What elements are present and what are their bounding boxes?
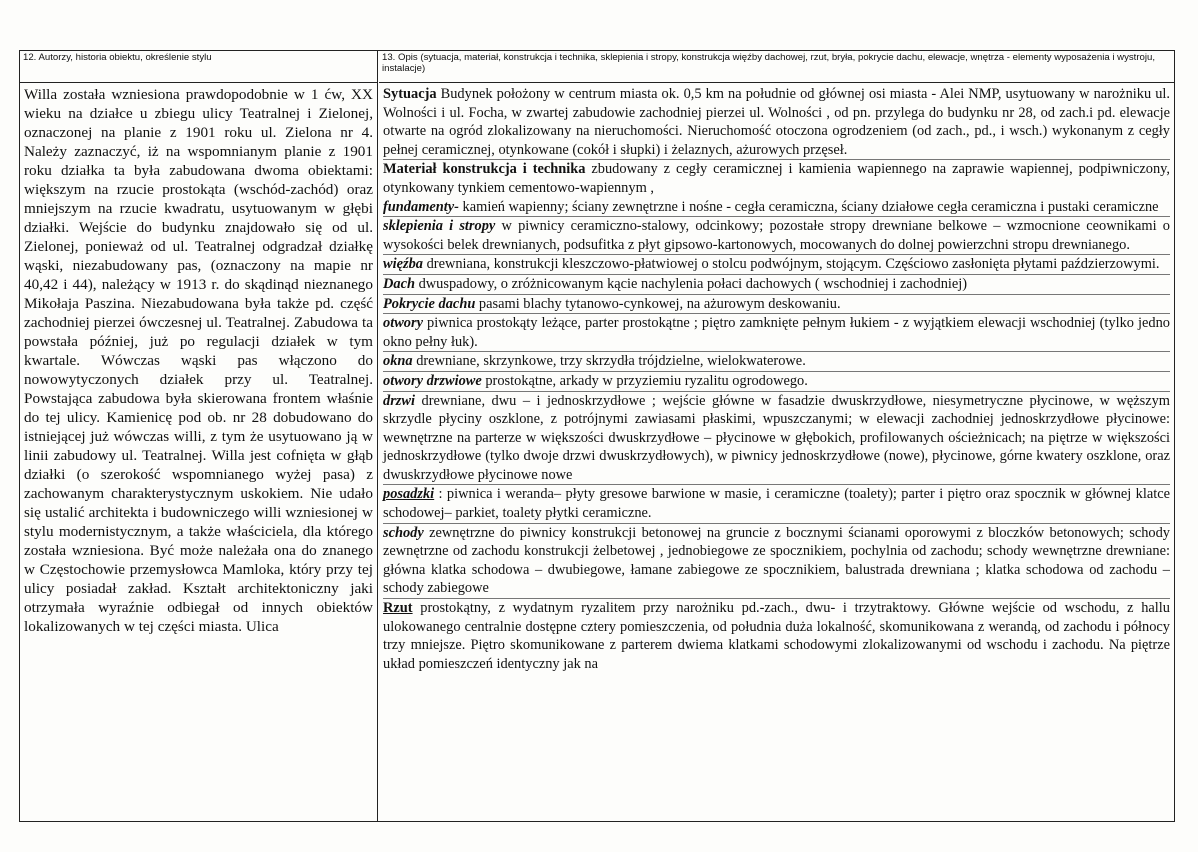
section-label: posadzki: [383, 486, 435, 503]
section-label: Rzut: [383, 600, 413, 617]
section-label: okna: [383, 353, 413, 370]
section-label: więźba: [383, 256, 423, 273]
section-text: zbudowany z cegły ceramicznej i kamienia wapiennego na zaprawie wapiennej, podpiwniczony, otynkowany tynkiem cementowo-wapiennym ,: [383, 161, 1170, 196]
section-text: : piwnica i weranda– płyty gresowe barwione w masie, i ceramiczne (toalety); parter i piętro oraz spocznik w głównej klatce schodowej– parkiet, toalety płytki ceramiczne.: [383, 486, 1170, 522]
section-text: prostokątne, arkady w przyziemiu ryzalitu ogrodowego.: [481, 372, 808, 389]
section-label: otwory: [383, 315, 423, 332]
description-sections: [379, 83, 1174, 673]
section-paragraph: [383, 371, 1170, 391]
section-text: prostokątny, z wydatnym ryzalitem przy narożniku pd.-zach., dwu- i trzytraktowy. Główne wejście od wschodu, z hallu ulokowanego centralnie dostępne cztery pomieszczenia, od południa duża lokalność, skomunikowana z werandą, od zachodu i północy trzy mniejsze. Piętro skomunikowane z parterem dwiema klatkami schodowymi zlokalizowanymi od wschodu i zachodu. Na piętrze układ pomieszczeń identyczny jak na: [383, 600, 1170, 672]
section-text: dwuspadowy, o zróżnicowanym kącie nachylenia połaci dachowych ( wschodniej i zachodniej): [414, 275, 968, 292]
section-paragraph: [383, 294, 1170, 314]
section-paragraph: [383, 484, 1170, 522]
section-label: schody: [383, 524, 424, 541]
section-paragraph: [383, 254, 1170, 274]
form-sheet: [19, 50, 1175, 822]
section-paragraph: [383, 391, 1170, 485]
section-paragraph: [383, 274, 1170, 294]
section-text: kamień wapienny; ściany zewnętrzne i nośne - cegła ceramiczna, ściany działowe cegła ceramiczna i pustaki ceramiczne: [458, 198, 1159, 215]
left-column: [20, 51, 378, 821]
section-label: fundamenty-: [383, 198, 459, 215]
section-label: drzwi: [383, 392, 415, 409]
section-label: Materiał konstrukcja i technika: [383, 161, 586, 178]
left-column-header: 12. Autorzy, historia obiektu, określenie stylu: [20, 51, 377, 83]
section-label: sklepienia i stropy: [383, 218, 496, 235]
section-text: zewnętrzne do piwnicy konstrukcji betonowej na gruncie z bocznymi ścianami oporowymi z bloczków betonowych; schody zewnętrzne od zachodu konstrukcji żelbetowej , jednobiegowe ze spocznikiem, pochylnia od zachodu; schody wewnętrzne drewniane: główna klatka schodowa – dwubiegowe, łamane zabiegowe ze spocznikiem, balustrada drewniana ; klatka schodowa od zachodu – schody zabiegowe: [383, 524, 1170, 597]
section-paragraph: [383, 85, 1170, 159]
section-text: Budynek położony w centrum miasta ok. 0,5 km na południe od głównej osi miasta - Alei NMP, usytuowany w narożniku ul. Wolności i ul. Focha, w zwartej zabudowie zachodniej pierzei ul. Wolności , od pn. przylega do budynku nr 28, od zach.i pd. elewacje otwarte na ogród zlokalizowany na nieruchomości. Nieruchomość otoczona ogrodzeniem (od zach., pd., i wsch.) wykonanym z cegły pełnej ceramicznej, otynkowane (cokół i słupki) i żelaznych, ażurowych przęseł.: [383, 86, 1170, 158]
section-text: drewniane, dwu – i jednoskrzydłowe ; wejście główne w fasadzie dwuskrzydłowe, niesymetryczne płycinowe, w węższym skrzydle płyciny oszklone, z potrójnymi zawiasami płaskimi, wpuszczanymi; w elewacji zachodniej jednoskrzydłowe płycinowe: wewnętrzne na parterze w większości dwuskrzydłowe – płycinowe w głębokich, profilowanych ościeżnicach; na piętrze w większości jednoskrzydłowe (tylko dwoje drzwi dwuskrzydłowych), w piwnicy jednoskrzydłowe (nowe), płycinowe, górne kwatery oszklone, oraz dwuskrzydłowe płycinowe nowe: [383, 392, 1170, 483]
section-paragraph: [383, 523, 1170, 598]
history-text: Willa została wzniesiona prawdopodobnie w 1 ćw, XX wieku na działce u zbiegu ulicy Teatralnej i Zielonej, oznaczonej na planie z 1901 roku ul. Zielona nr 4. Należy zaznaczyć, iż na wspomnianym planie z 1901 roku działka ta była zabudowana dwoma obiektami: większym na rzucie prostokąta (wschód-zachód) oraz mniejszym na rzucie kwadratu, usytuowanym w głębi działki. Wejście do budynku znajdowało się od ul. Zielonej, ponieważ od ul. Teatralnej odgradzał działkę wąski, niezabudowany pas, (oznaczony na mapie nr 40,42 i 44), należący w 1913 r. do skądinąd nieznanego Mikołaja Paszina. Niezabudowana była także pd. część zachodniej pierzei ówczesnej ul. Teatralnej. Zabudowa ta powstała później, już po regulacji działek w tym kwartale. Wówczas wąski pas włączono do nowowytyczonych działek przy ul. Teatralnej. Powstająca zabudowa była skierowana frontem właśnie do tej ulicy. Kamienicę pod ob. nr 28 dobudowano do istniejącej już wówczas willi, z tym że usytuowano ją w linii zabudowy ul. Teatralnej. Willa jest cofnięta w głąb działki (o szerokość wspomnianego wyżej pasa) z zachowanym charakterystycznym uskokiem. Nie udało się ustalić architekta i budowniczego willi wzniesionej w stylu modernistycznym, a także właściciela, dla którego została wzniesiona. Być może należała ona do znanego w Częstochowie przemysłowca Mamloka, który przy tej ulicy posiadał zakład. Kształt architektoniczny jaki otrzymała wyraźnie odbiegał od innych obiektów lokalizowanych w tej części miasta. Ulica: [24, 86, 373, 635]
right-column-header: 13. Opis (sytuacja, materiał, konstrukcja i technika, sklepienia i stropy, konstrukcja więźby dachowej, rzut, bryła, pokrycie dachu, elewacje, wnętrza - elementy wyposażenia i wystroju, instalacje): [379, 51, 1174, 83]
section-paragraph: [383, 313, 1170, 351]
section-text: w piwnicy ceramiczno-stalowy, odcinkowy; pozostałe stropy drewniane belkowe – wzmocnione ceownikami o wysokości belek drewnianych, podsufitka z płyt gipsowo-kartonowych, mocowanych do dolnej powierzchni stropu drewnianego.: [383, 218, 1170, 253]
section-paragraph: [383, 598, 1170, 673]
section-paragraph: [383, 198, 1170, 217]
section-text: pasami blachy tytanowo-cynkowej, na ażurowym deskowaniu.: [475, 295, 841, 312]
section-label: Sytuacja: [383, 86, 437, 102]
section-label: Dach: [383, 275, 415, 292]
section-text: piwnica prostokąty leżące, parter prostokątne ; piętro zamknięte pełnym łukiem - z wyjątkiem elewacji wschodniej (tylko jedno okno pełny łuk).: [383, 315, 1170, 350]
right-column: [379, 51, 1174, 821]
section-label: otwory drzwiowe: [383, 372, 482, 389]
section-paragraph: [383, 159, 1170, 197]
section-paragraph: [383, 351, 1170, 371]
section-text: drewniana, konstrukcji kleszczowo-płatwiowej o stolcu podwójnym, stojącym. Częściowo zasłonięta płytami paździerzowymi.: [422, 256, 1160, 273]
section-paragraph: [383, 216, 1170, 254]
section-label: Pokrycie dachu: [383, 295, 476, 312]
section-text: drewniane, skrzynkowe, trzy skrzydła trójdzielne, wielokwaterowe.: [412, 353, 806, 370]
